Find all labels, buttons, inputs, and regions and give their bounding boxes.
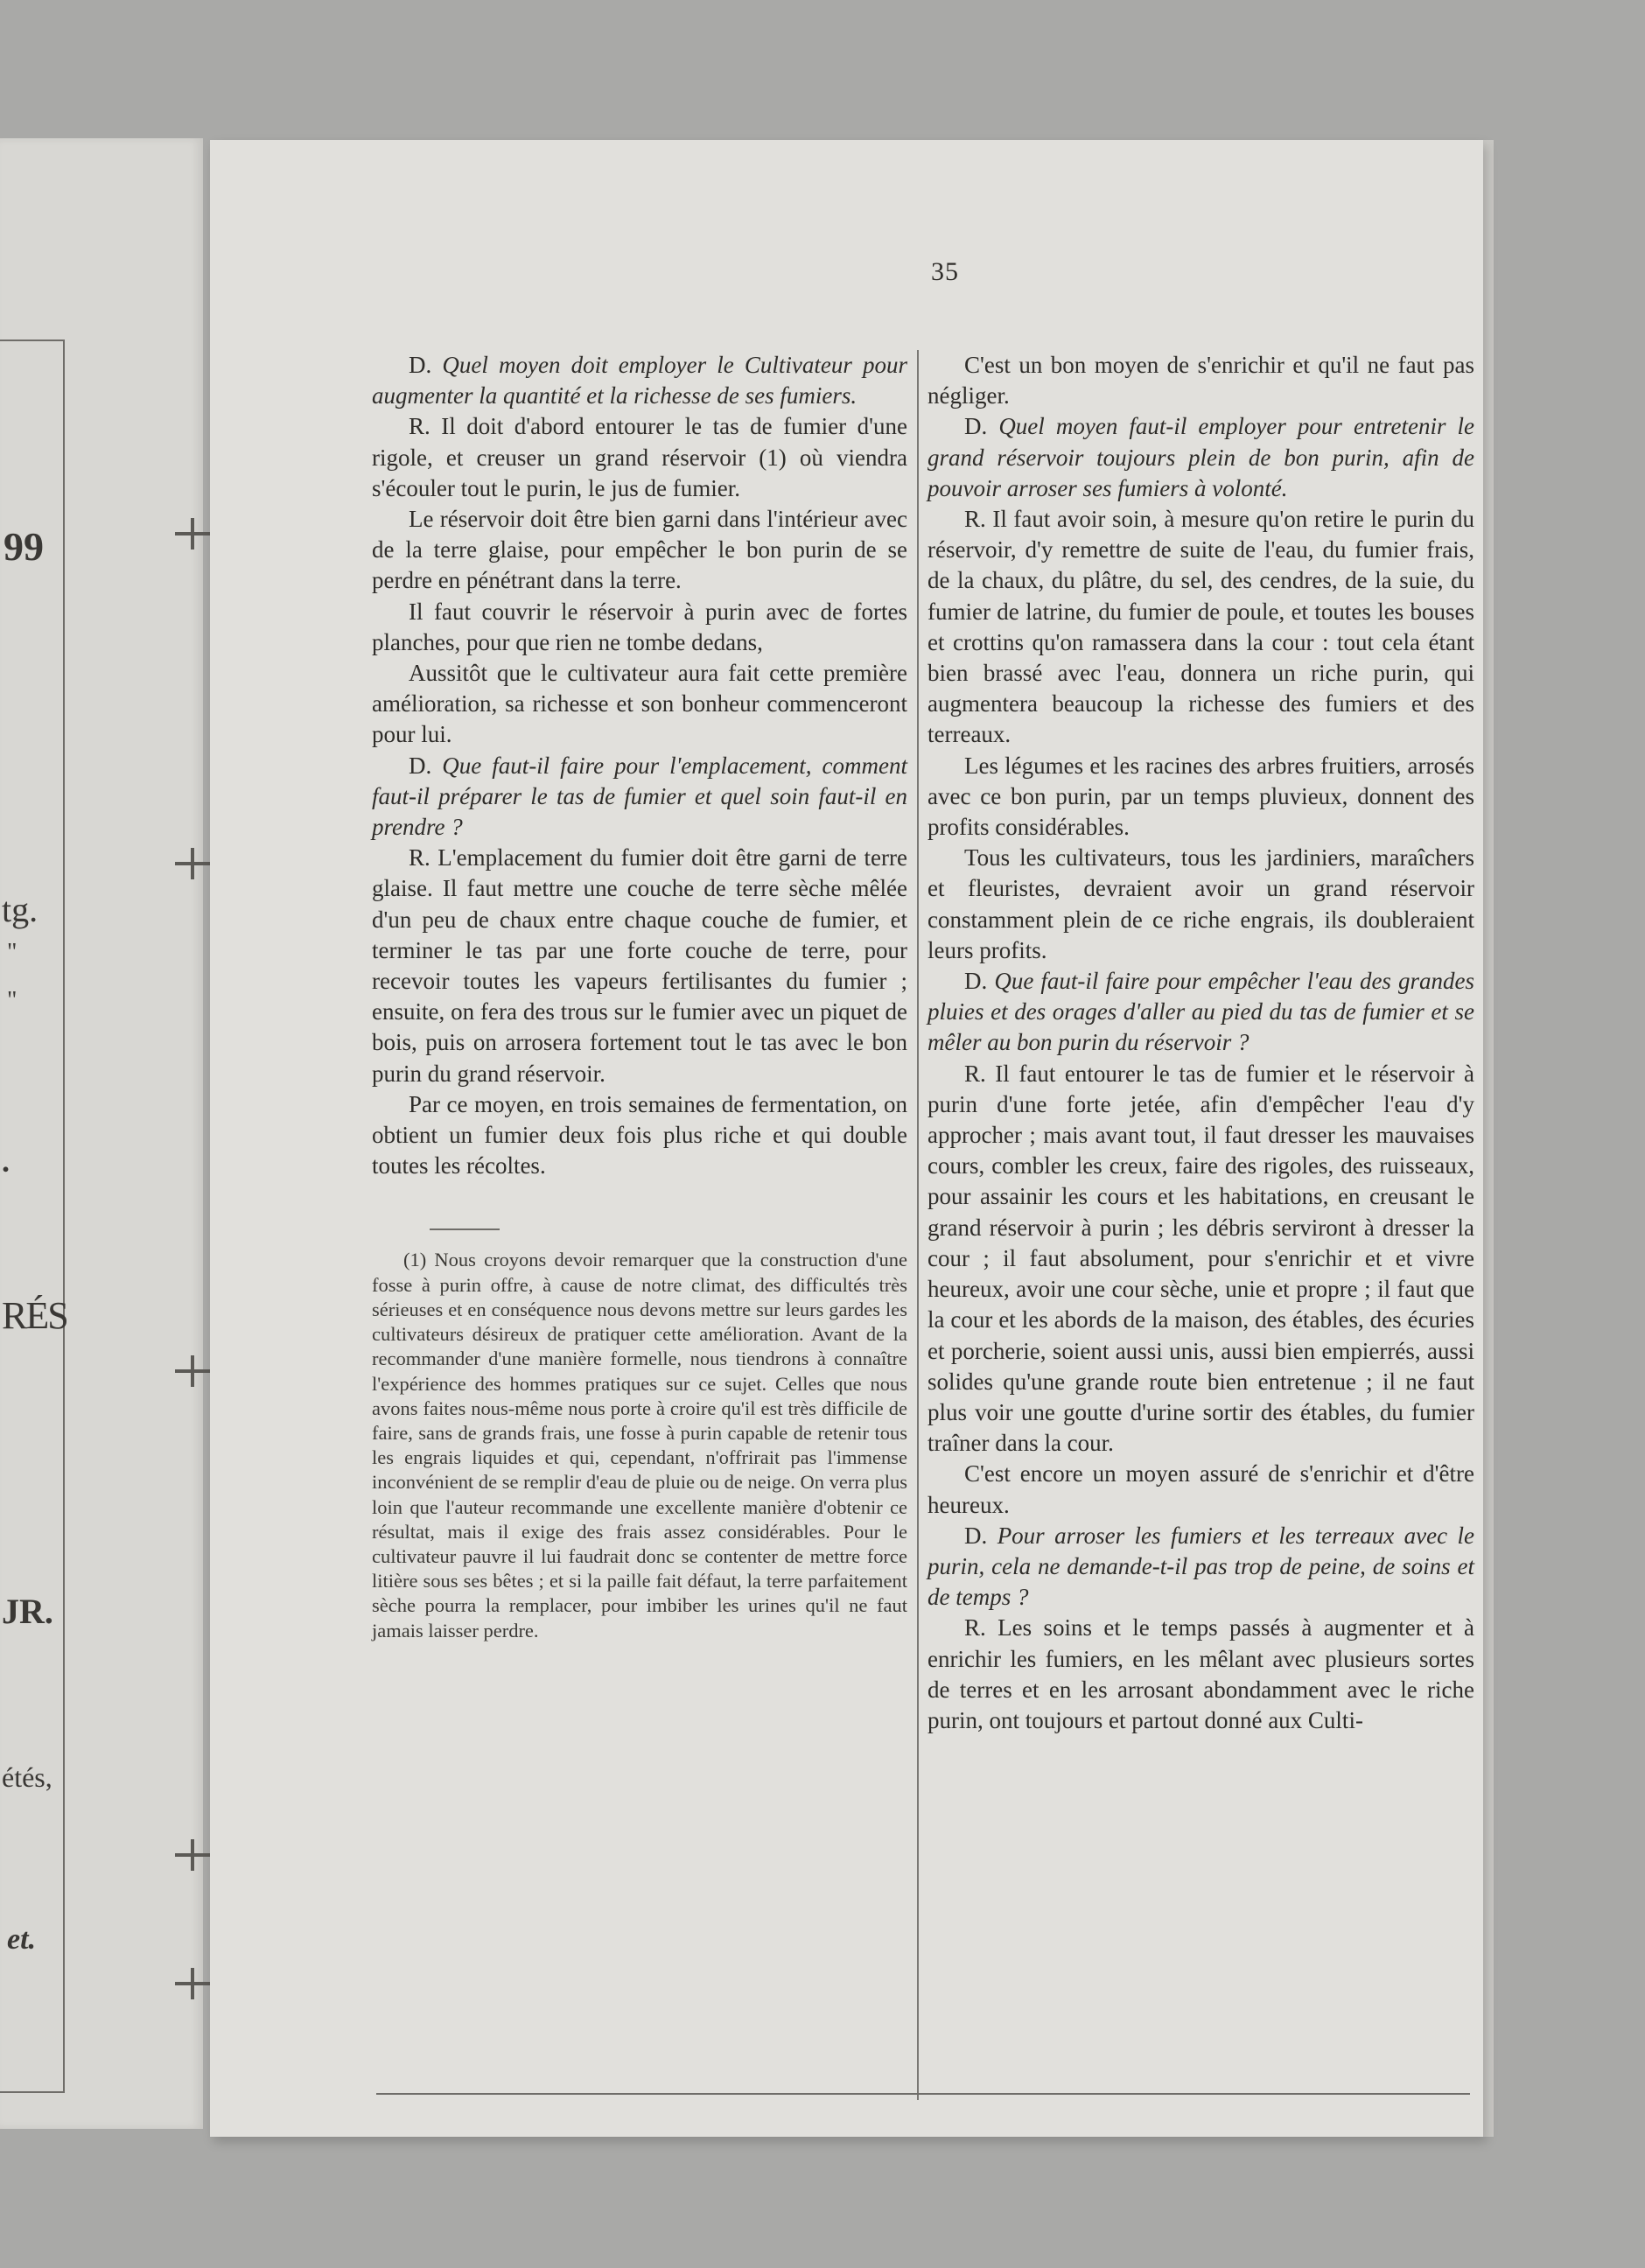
- paragraph-text: Que faut-il faire pour l'emplacement, comment faut-il préparer le tas de fumier et quel soin faut-il en prendre ?: [372, 752, 907, 841]
- paragraph-lead: D.: [409, 752, 443, 779]
- paragraph-text: R. Il doit d'abord entourer le tas de fumier d'une rigole, et creuser un grand réservoir (1) où viendra s'écouler tout le purin, le jus de fumier.: [372, 413, 907, 501]
- left-column: [372, 350, 907, 1643]
- page-number: 35: [931, 257, 959, 286]
- answer-paragraph: [372, 843, 907, 1089]
- paragraph-text: Aussitôt que le cultivateur aura fait cette première amélioration, sa richesse et son bonheur commenceront pour lui.: [372, 660, 907, 748]
- right-column: [917, 350, 1474, 2100]
- right-column-text: [928, 350, 1474, 1736]
- fragment-ditto-2: ": [7, 987, 18, 1014]
- answer-paragraph: [928, 751, 1474, 844]
- paragraph-text: C'est un bon moyen de s'enrichir et qu'il ne faut pas négliger.: [928, 352, 1474, 410]
- bottom-rule: [376, 2093, 1470, 2095]
- paragraph-lead: D.: [964, 1522, 998, 1549]
- footnote: (1) Nous croyons devoir remarquer que la construction d'une fosse à purin offre, à cause de notre climat, des difficultés très sérieuses et en conséquence nous devons mettre sur leurs gardes les cultivateurs désireux de pratiquer cette amélioration. Avant de la recommander d'une manière formelle, nous tiendrons à connaître l'expérience des hommes pratiques sur ce sujet. Celles que nous avons faites nous-même nous porte à croire qu'il est très difficile de faire, sans de grands frais, une fosse à purin capable de retenir tous les engrais liquides et qui, cependant, n'offrirait pas l'immense inconvénient de se remplir d'eau de pluie ou de neige. On verra plus loin que l'auteur recommande une excellente manière d'obtenir ce résultat, mais il exige des frais assez considérables. Pour le cultivateur pauvre il lui faudrait donc se contenter de mettre force litière sous ses bêtes ; et si la paille fait défaut, la terre parfaitement sèche pourra la remplacer, pour imbiber les urines qu'il ne faut jamais laisser perdre.: [372, 1249, 907, 1642]
- fragment-dot: .: [2, 1144, 10, 1179]
- left-column-text: [372, 350, 907, 1181]
- paragraph-text: R. Il faut avoir soin, à mesure qu'on retire le purin du réservoir, d'y remettre de suite de l'eau, du fumier frais, de la chaux, du plâtre, du sel, des cendres, de la suie, du fumier de latrine, du fumier de poule, et toutes les bouses et crottins qu'on ramassera dans la cour : tout cela étant bien brassé avec l'eau, donnera un riche purin, qui augmentera beaucoup la richesse des fumiers et des terreaux.: [928, 506, 1474, 748]
- answer-paragraph: [372, 411, 907, 504]
- answer-paragraph: [372, 504, 907, 597]
- footnote-rule: [430, 1228, 500, 1230]
- paragraph-text: R. Les soins et le temps passés à augmenter et à enrichir les fumiers, en les mêlant avec plusieurs sortes de terres et en les arrosant abondamment avec le riche purin, ont toujours et partout donné aux Culti-: [928, 1614, 1474, 1733]
- binding-stitch: [175, 532, 210, 536]
- answer-paragraph: [928, 350, 1474, 411]
- fragment-res: RÉS: [2, 1294, 67, 1337]
- answer-paragraph: [928, 1459, 1474, 1520]
- paragraph-lead: D.: [964, 968, 995, 995]
- question-paragraph: [928, 1521, 1474, 1614]
- answer-paragraph: [928, 1613, 1474, 1736]
- answer-paragraph: [928, 1059, 1474, 1460]
- answer-paragraph: [372, 597, 907, 658]
- paragraph-lead: D.: [409, 352, 443, 378]
- paragraph-lead: D.: [964, 413, 999, 440]
- paragraph-text: Que faut-il faire pour empêcher l'eau des grandes pluies et des orages d'aller au pied du tas de fumier et se mêler au bon purin du réservoir ?: [928, 968, 1475, 1056]
- fragment-etes: étés,: [2, 1761, 52, 1793]
- paragraph-text: Les légumes et les racines des arbres fruitiers, arrosés avec ce bon purin, par un temps pluvieux, donnent des profits considérables.: [928, 752, 1474, 841]
- paragraph-text: R. Il faut entourer le tas de fumier et le réservoir à purin d'une forte jetée, afin d'empêcher l'eau d'y approcher ; mais avant tout, il faut dresser les mauvaises cours, combler les creux, faire des rigoles, des ruisseaux, pour assainir les cours et les habitations, en creusant le grand réservoir à purin ; les débris serviront à dresser la cour ; il faut absolument, pour s'enrichir et et vivre heureux, avoir une cour sèche, unie et propre ; il faut que la cour et les abords de la maison, des étables, des écuries et porcherie, soient aussi unis, aussi bien empierrés, aussi solides qu'une grande route bien entretenue ; il ne faut plus voir une goutte d'urine sortir des étables, du fumier traîner dans la cour.: [928, 1060, 1474, 1457]
- answer-paragraph: [372, 1089, 907, 1182]
- paragraph-text: Pour arroser les fumiers et les terreaux avec le purin, cela ne demande-t-il pas trop de peine, de soins et de temps ?: [928, 1522, 1475, 1611]
- answer-paragraph: [928, 504, 1474, 751]
- paragraph-text: C'est encore un moyen assuré de s'enrichir et d'être heureux.: [928, 1460, 1474, 1518]
- question-paragraph: [372, 350, 907, 411]
- paragraph-text: Tous les cultivateurs, tous les jardiniers, maraîchers et fleuristes, devraient avoir un grand réservoir constamment plein de ce riche engrais, ils doubleraient leurs profits.: [928, 844, 1474, 963]
- answer-paragraph: [928, 843, 1474, 966]
- fragment-jr: JR.: [2, 1592, 53, 1631]
- fragment-quote-mark: 99: [4, 524, 44, 569]
- paragraph-text: Quel moyen doit employer le Cultivateur pour augmenter la quantité et la richesse de ses fumiers.: [372, 352, 907, 410]
- question-paragraph: [928, 966, 1474, 1059]
- fragment-et: et.: [7, 1923, 37, 1956]
- previous-page-frame: [0, 340, 65, 2093]
- previous-page-fragment: [0, 138, 203, 2129]
- paragraph-text: R. L'emplacement du fumier doit être garni de terre glaise. Il faut mettre une couche de terre sèche mêlée d'un peu de chaux entre chaque couche de fumier, et terminer le tas par une forte couche de terre, pour recevoir toutes les vapeurs fertilisantes du fumier ; ensuite, on fera des trous sur le fumier avec un piquet de bois, puis on arrosera fortement tout le tas avec le bon purin du grand réservoir.: [372, 844, 907, 1087]
- question-paragraph: [928, 411, 1474, 504]
- binding-stitch: [175, 1982, 210, 1985]
- paragraph-text: Le réservoir doit être bien garni dans l'intérieur avec de la terre glaise, pour empêcher le bon purin de se perdre en pénétrant dans la terre.: [372, 506, 907, 594]
- binding-stitch: [175, 862, 210, 865]
- paragraph-text: Quel moyen faut-il employer pour entretenir le grand réservoir toujours plein de bon purin, afin de pouvoir arroser ses fumiers à volonté.: [928, 413, 1475, 501]
- fragment-tg: tg.: [2, 890, 38, 929]
- page-edge: [1483, 140, 1494, 2137]
- paragraph-text: Il faut couvrir le réservoir à purin avec de fortes planches, pour que rien ne tombe dedans,: [372, 598, 907, 655]
- question-paragraph: [372, 751, 907, 844]
- paragraph-text: Par ce moyen, en trois semaines de fermentation, on obtient un fumier deux fois plus riche et qui double toutes les récoltes.: [372, 1090, 907, 1180]
- book-page: [210, 140, 1483, 2137]
- binding-stitch: [175, 1369, 210, 1373]
- fragment-ditto-1: ": [7, 939, 18, 966]
- answer-paragraph: [372, 658, 907, 751]
- binding-stitch: [175, 1853, 210, 1857]
